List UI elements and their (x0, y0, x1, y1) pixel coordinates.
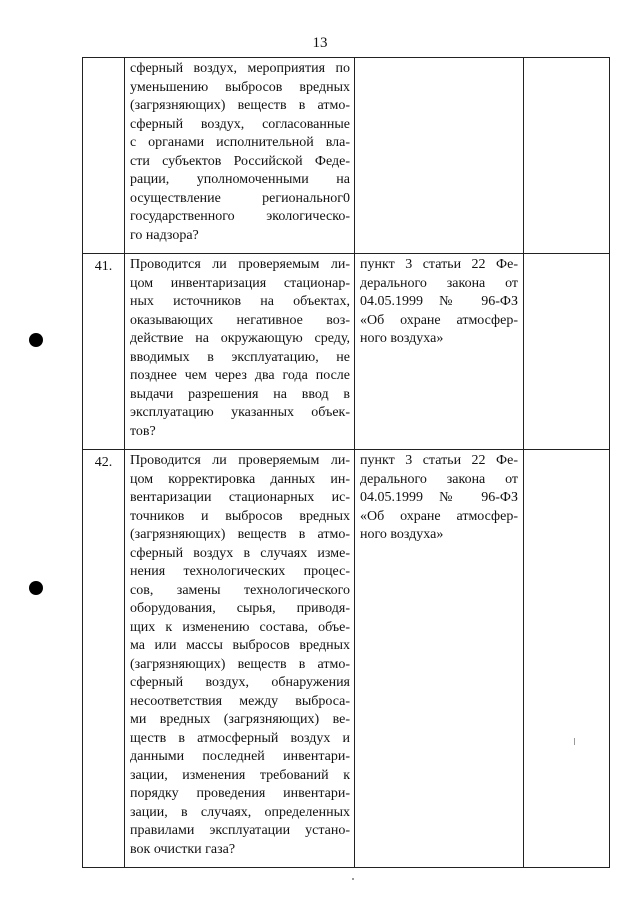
question-text-line: цом корректировка данных ин- (130, 471, 350, 487)
question-text-line: сферный воздух, мероприятия по (130, 61, 350, 76)
question-text-line: Проводится ли проверяемым ли- (130, 453, 350, 468)
page-number: 13 (312, 35, 328, 51)
reference-text-line: ного воздуха» (360, 527, 444, 542)
question-text-line: сти субъектов Российской Феде- (130, 153, 350, 169)
question-text-line: сферный воздух, обнаружения (130, 675, 350, 690)
question-text-line: несоответствия между выброса- (130, 693, 350, 709)
reference-text-line: дерального закона от (360, 275, 518, 291)
question-text-line: осуществление региональног0 (130, 190, 350, 206)
reference-text-line: пункт 3 статьи 22 Фе- (360, 257, 518, 272)
question-text-line: сферный воздух, согласованные (130, 116, 350, 132)
question-text-line: оборудования, сырья, приводя- (130, 601, 350, 616)
reference-text-line: дерального закона от (360, 471, 518, 487)
reference-text-line: «Об охране атмосфер- (360, 508, 518, 524)
question-text-line: ществ в атмосферный воздух и (130, 730, 350, 746)
question-text-line: выдачи разрешения на ввод в (130, 386, 350, 402)
question-text-line: данными последней инвентари- (130, 749, 350, 764)
punch-hole-top (29, 333, 43, 347)
table-row (83, 450, 610, 868)
reference-text-line: «Об охране атмосфер- (360, 312, 518, 328)
reference-text-line: ного воздуха» (360, 331, 444, 346)
question-text-line: порядку проведения инвентари- (130, 786, 350, 801)
reference-text-line: 04.05.1999 № 96-ФЗ (360, 294, 518, 309)
row-number (83, 58, 125, 254)
question-text-line: сферный воздух в случаях изме- (130, 545, 350, 561)
question-text-line: вводимых в эксплуатацию, не (130, 349, 350, 365)
question-text-line: щих к изменению состава, объе- (130, 619, 350, 635)
question-text-line: го надзора? (130, 227, 199, 243)
question-text-line: с органами исполнительной вла- (130, 135, 350, 150)
question-text-line: ных источников на объектах, (130, 294, 350, 309)
question-text-line: сов, замены технологического (130, 582, 350, 598)
question-text-line: (загрязняющих) веществ в атмо- (130, 98, 350, 113)
question-text-line: уменьшению выбросов вредных (130, 79, 350, 95)
question-text-line: цом инвентаризация стационар- (130, 275, 350, 291)
question-text-line: ми вредных (загрязняющих) ве- (130, 712, 350, 727)
table-row (83, 254, 610, 450)
question-cell (125, 58, 355, 254)
reference-text-line: пункт 3 статьи 22 Фе- (360, 453, 518, 468)
notes-cell (524, 450, 610, 868)
question-text-line: ма или массы выбросов вредных (130, 638, 350, 653)
punch-hole-bottom (29, 581, 43, 595)
question-text-line: Проводится ли проверяемым ли- (130, 257, 350, 272)
notes-cell (524, 254, 610, 450)
question-text-line: вок очистки газа? (130, 841, 236, 857)
notes-cell (524, 58, 610, 254)
question-text-line: зации, изменения требований к (130, 767, 350, 783)
question-text-line: тов? (130, 423, 156, 439)
row-number: 42. (83, 450, 125, 868)
question-text-line: государственного экологическо- (130, 209, 350, 224)
question-text-line: вентаризации стационарных ис- (130, 490, 350, 505)
row-number: 41. (83, 254, 125, 450)
question-text-line: зации, в случаях, определенных (130, 804, 350, 820)
reference-text-line: 04.05.1999 № 96-ФЗ (360, 490, 518, 505)
question-text-line: нения технологических процес- (130, 564, 350, 579)
table-row (83, 58, 610, 254)
question-text-line: (загрязняющих) веществ в атмо- (130, 656, 350, 672)
question-text-line: правилами эксплуатации устано- (130, 823, 350, 838)
legal-reference-cell (355, 254, 524, 450)
question-text-line: (загрязняющих) веществ в атмо- (130, 527, 350, 542)
checklist-table (82, 57, 610, 868)
question-text-line: точников и выбросов вредных (130, 508, 350, 524)
question-cell (125, 254, 355, 450)
question-text-line: рации, уполномоченными на (130, 172, 350, 187)
question-text-line: эксплуатацию указанных объек- (130, 405, 350, 420)
question-text-line: позднее чем через два года после (130, 368, 350, 383)
scan-speck (352, 878, 354, 880)
legal-reference-cell (355, 450, 524, 868)
question-text-line: оказывающих негативное воз- (130, 312, 350, 328)
legal-reference-cell (355, 58, 524, 254)
question-text-line: действие на окружающую среду, (130, 331, 350, 346)
question-cell (125, 450, 355, 868)
